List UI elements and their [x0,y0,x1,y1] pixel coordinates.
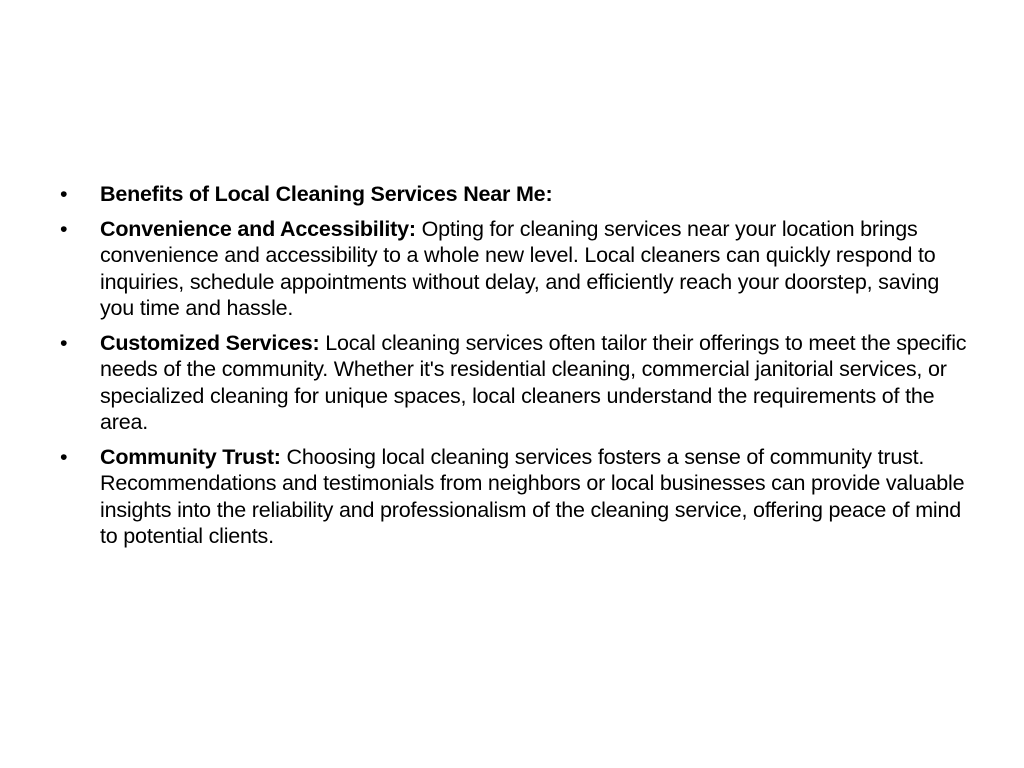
bullet-list [58,181,968,558]
bullet-item-customized [58,330,968,436]
bullet-heading: Convenience and Accessibility: [100,216,416,241]
bullet-heading: Community Trust: [100,444,281,469]
bullet-icon: • [60,330,68,355]
bullet-icon: • [60,182,68,206]
bullet-item-benefits [58,181,968,208]
bullet-item-convenience [58,216,968,322]
bullet-heading: Customized Services: [100,330,320,355]
bullet-text: Local cleaning services often tailor their offerings to meet the specific needs of the community. Whether it's residential cleaning, commercial janitorial services, or specialized cleaning for unique spaces, local cleaners understand the requirements of the area. [100,330,967,434]
bullet-icon: • [60,444,68,469]
bullet-heading: Benefits of Local Cleaning Services Near Me: [100,182,553,206]
bullet-text: Opting for cleaning services near your location brings convenience and accessibility to a whole new level. Local cleaners can quickly respond to inquiries, schedule appointments without delay, and efficiently reach your doorstep, saving you time and hassle. [100,216,940,320]
bullet-text: Choosing local cleaning services fosters a sense of community trust. Recommendations and testimonials from neighbors or local businesses can provide valuable insights into the reliability and professionalism of the cleaning service, offering peace of mind to potential clients. [100,444,965,548]
bullet-icon: • [60,216,68,241]
bullet-item-community [58,444,968,550]
